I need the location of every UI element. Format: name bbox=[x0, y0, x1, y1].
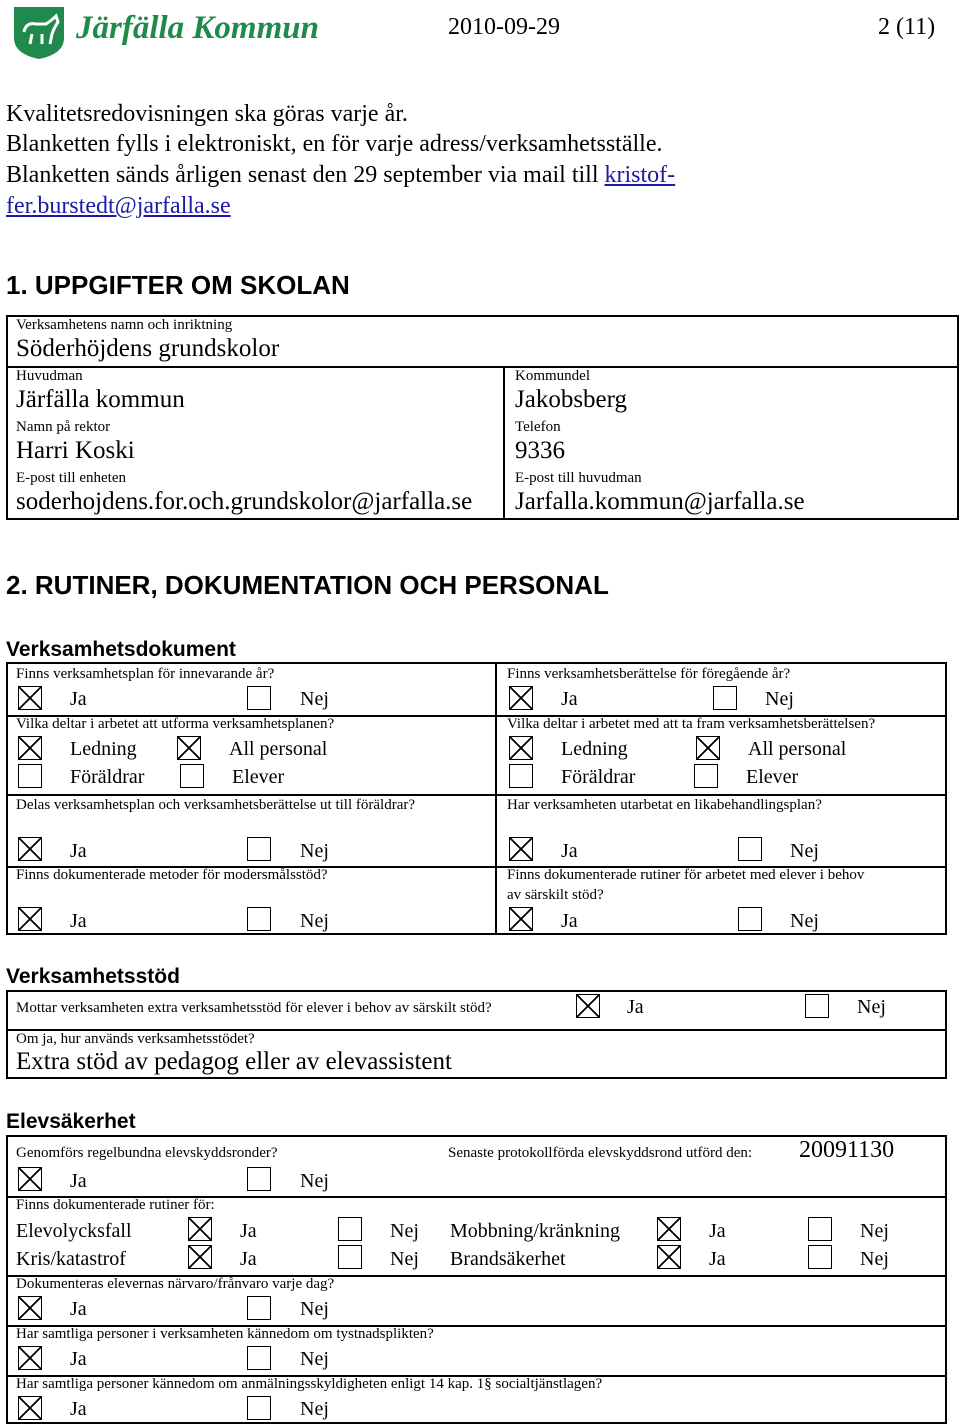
huvudman-value[interactable]: Järfälla kommun bbox=[16, 386, 185, 413]
berattelse-nej-checkbox[interactable] bbox=[713, 686, 737, 710]
verksamhetsstod-heading: Verksamhetsstöd bbox=[6, 965, 180, 988]
modersmal-question: Finns dokumenterade metoder för modersmålsstöd? bbox=[16, 867, 328, 883]
hur-question: Om ja, hur används verksamhetsstödet? bbox=[16, 1031, 255, 1047]
intro-line-3-text: Blanketten sänds årligen senast den 29 september via mail till bbox=[6, 162, 605, 188]
plan-ledning-checkbox[interactable] bbox=[18, 736, 42, 760]
email-link-part-1[interactable]: kristof- bbox=[604, 162, 676, 188]
olycksfall-ja-checkbox[interactable] bbox=[188, 1217, 212, 1241]
likabehandling-nej-label: Nej bbox=[790, 840, 819, 862]
ber-ledning-checkbox[interactable] bbox=[509, 736, 533, 760]
brand-ja-checkbox[interactable] bbox=[657, 1245, 681, 1269]
plan-ledning-label: Ledning bbox=[70, 738, 137, 760]
narvaro-nej-checkbox[interactable] bbox=[247, 1296, 271, 1320]
plan-ja-label: Ja bbox=[70, 688, 87, 710]
plan-allpersonal-label: All personal bbox=[229, 738, 328, 760]
tystnad-question: Har samtliga personer i verksamheten kännedom om tystnadsplikten? bbox=[16, 1326, 434, 1342]
tystnad-ja-checkbox[interactable] bbox=[18, 1346, 42, 1370]
kris-nej-label: Nej bbox=[390, 1248, 419, 1270]
delas-ja-label: Ja bbox=[70, 840, 87, 862]
intro-line-3 bbox=[6, 162, 675, 189]
ber-allpersonal-label: All personal bbox=[748, 738, 847, 760]
delas-ja-checkbox[interactable] bbox=[18, 837, 42, 861]
telefon-label: Telefon bbox=[515, 419, 561, 435]
berattelse-ja-checkbox[interactable] bbox=[509, 686, 533, 710]
kris-label: Kris/katastrof bbox=[16, 1248, 126, 1270]
modersmal-ja-checkbox[interactable] bbox=[18, 907, 42, 931]
plan-elever-checkbox[interactable] bbox=[180, 764, 204, 788]
narvaro-nej-label: Nej bbox=[300, 1298, 329, 1320]
sarskilt-nej-label: Nej bbox=[790, 910, 819, 932]
plan-foraldrar-checkbox[interactable] bbox=[18, 764, 42, 788]
section-2-title: 2. RUTINER, DOKUMENTATION OCH PERSONAL bbox=[6, 570, 609, 600]
plan-nej-checkbox[interactable] bbox=[247, 686, 271, 710]
brand-label: Brandsäkerhet bbox=[450, 1248, 566, 1270]
mobbning-nej-checkbox[interactable] bbox=[808, 1217, 832, 1241]
ber-who-question: Vilka deltar i arbetet med att ta fram verksamhetsberättelsen? bbox=[507, 716, 876, 732]
likabehandling-ja-checkbox[interactable] bbox=[509, 837, 533, 861]
brand-nej-checkbox[interactable] bbox=[808, 1245, 832, 1269]
ber-ledning-label: Ledning bbox=[561, 738, 628, 760]
senaste-rond-label: Senaste protokollförda elevskyddsrond utförd den: bbox=[448, 1145, 753, 1161]
intro-line-2: Blanketten fylls i elektroniskt, en för varje adress/verksamhetsställe. bbox=[6, 131, 663, 157]
modersmal-nej-checkbox[interactable] bbox=[247, 907, 271, 931]
hur-value[interactable]: Extra stöd av pedagog eller av elevassistent bbox=[16, 1048, 452, 1075]
likabehandling-question: Har verksamheten utarbetat en likabehandlingsplan? bbox=[507, 797, 822, 813]
plan-who-question: Vilka deltar i arbetet att utforma verksamhetsplanen? bbox=[16, 716, 335, 732]
mobbning-ja-label: Ja bbox=[709, 1220, 726, 1242]
extra-stod-nej-checkbox[interactable] bbox=[805, 994, 829, 1018]
berattelse-ja-label: Ja bbox=[561, 688, 578, 710]
ronder-ja-checkbox[interactable] bbox=[18, 1167, 42, 1191]
logo bbox=[12, 4, 319, 60]
telefon-value[interactable]: 9336 bbox=[515, 437, 565, 464]
narvaro-ja-checkbox[interactable] bbox=[18, 1296, 42, 1320]
likabehandling-ja-label: Ja bbox=[561, 840, 578, 862]
ber-allpersonal-checkbox[interactable] bbox=[696, 736, 720, 760]
mobbning-label: Mobbning/kränkning bbox=[450, 1220, 620, 1242]
sarskilt-question-line-2: av särskilt stöd? bbox=[507, 887, 604, 903]
senaste-rond-value[interactable]: 20091130 bbox=[799, 1137, 895, 1163]
verksamhetsdokument-heading: Verksamhetsdokument bbox=[6, 638, 236, 661]
modersmal-ja-label: Ja bbox=[70, 910, 87, 932]
tystnad-nej-label: Nej bbox=[300, 1348, 329, 1370]
tystnad-nej-checkbox[interactable] bbox=[247, 1346, 271, 1370]
epost-enhet-label: E-post till enheten bbox=[16, 470, 126, 486]
plan-foraldrar-label: Föräldrar bbox=[70, 766, 145, 788]
ronder-nej-label: Nej bbox=[300, 1170, 329, 1192]
epost-huvudman-value[interactable]: Jarfalla.kommun@jarfalla.se bbox=[515, 488, 805, 515]
sarskilt-question-line-1: Finns dokumenterade rutiner för arbetet med elever i behov bbox=[507, 867, 865, 883]
ronder-nej-checkbox[interactable] bbox=[247, 1167, 271, 1191]
likabehandling-nej-checkbox[interactable] bbox=[738, 837, 762, 861]
plan-nej-label: Nej bbox=[300, 688, 329, 710]
mobbning-nej-label: Nej bbox=[860, 1220, 889, 1242]
kris-nej-checkbox[interactable] bbox=[338, 1245, 362, 1269]
document-date: 2010-09-29 bbox=[448, 14, 560, 40]
mobbning-ja-checkbox[interactable] bbox=[657, 1217, 681, 1241]
brand-ja-label: Ja bbox=[709, 1248, 726, 1270]
delas-nej-checkbox[interactable] bbox=[247, 837, 271, 861]
sarskilt-ja-checkbox[interactable] bbox=[509, 907, 533, 931]
narvaro-ja-label: Ja bbox=[70, 1298, 87, 1320]
epost-enhet-value[interactable]: soderhojdens.for.och.grundskolor@jarfalla.se bbox=[16, 488, 473, 515]
brand-nej-label: Nej bbox=[860, 1248, 889, 1270]
ber-foraldrar-checkbox[interactable] bbox=[509, 764, 533, 788]
ber-elever-label: Elever bbox=[746, 766, 799, 788]
anmalning-nej-checkbox[interactable] bbox=[247, 1396, 271, 1420]
logo-text: Järfälla Kommun bbox=[76, 10, 319, 46]
huvudman-label: Huvudman bbox=[16, 368, 83, 384]
epost-huvudman-label: E-post till huvudman bbox=[515, 470, 642, 486]
olycksfall-nej-label: Nej bbox=[390, 1220, 419, 1242]
olycksfall-nej-checkbox[interactable] bbox=[338, 1217, 362, 1241]
email-link-part-2[interactable]: fer.burstedt@jarfalla.se bbox=[6, 193, 231, 219]
berattelse-nej-label: Nej bbox=[765, 688, 794, 710]
kris-ja-label: Ja bbox=[240, 1248, 257, 1270]
sarskilt-ja-label: Ja bbox=[561, 910, 578, 932]
rektor-label: Namn på rektor bbox=[16, 419, 111, 435]
delas-nej-label: Nej bbox=[300, 840, 329, 862]
extra-stod-ja-label: Ja bbox=[627, 996, 644, 1018]
plan-ja-checkbox[interactable] bbox=[18, 686, 42, 710]
kommundel-value[interactable]: Jakobsberg bbox=[515, 386, 628, 413]
ronder-ja-label: Ja bbox=[70, 1170, 87, 1192]
delas-question: Delas verksamhetsplan och verksamhetsberättelse ut till föräldrar? bbox=[16, 797, 416, 813]
plan-elever-label: Elever bbox=[232, 766, 285, 788]
elevsakerhet-heading: Elevsäkerhet bbox=[6, 1110, 136, 1133]
rutiner-question: Finns dokumenterade rutiner för: bbox=[16, 1197, 215, 1213]
anmalning-question: Har samtliga personer kännedom om anmälningsskyldigheten enligt 14 kap. 1§ socialtjänstlagen? bbox=[16, 1376, 603, 1392]
plan-allpersonal-checkbox[interactable] bbox=[177, 736, 201, 760]
tystnad-ja-label: Ja bbox=[70, 1348, 87, 1370]
page-number: 2 (11) bbox=[878, 14, 936, 40]
modersmal-nej-label: Nej bbox=[300, 910, 329, 932]
olycksfall-ja-label: Ja bbox=[240, 1220, 257, 1242]
intro-line-4 bbox=[6, 193, 231, 220]
narvaro-question: Dokumenteras elevernas närvaro/frånvaro varje dag? bbox=[16, 1276, 335, 1292]
ber-elever-checkbox[interactable] bbox=[694, 764, 718, 788]
extra-stod-ja-checkbox[interactable] bbox=[576, 994, 600, 1018]
verksamhet-label: Verksamhetens namn och inriktning bbox=[16, 317, 233, 333]
anmalning-ja-checkbox[interactable] bbox=[18, 1396, 42, 1420]
olycksfall-label: Elevolycksfall bbox=[16, 1220, 132, 1242]
rektor-value[interactable]: Harri Koski bbox=[16, 437, 135, 464]
anmalning-ja-label: Ja bbox=[70, 1398, 87, 1420]
verksamhet-value[interactable]: Söderhöjdens grundskolor bbox=[16, 335, 280, 362]
kommundel-label: Kommundel bbox=[515, 368, 590, 384]
anmalning-nej-label: Nej bbox=[300, 1398, 329, 1420]
intro-line-1: Kvalitetsredovisningen ska göras varje år. bbox=[6, 101, 408, 127]
plan-question: Finns verksamhetsplan för innevarande år? bbox=[16, 666, 275, 682]
extra-stod-question: Mottar verksamheten extra verksamhetsstöd för elever i behov av särskilt stöd? bbox=[16, 1000, 492, 1016]
section-1-title: 1. UPPGIFTER OM SKOLAN bbox=[6, 270, 350, 300]
berattelse-question: Finns verksamhetsberättelse för föregående år? bbox=[507, 666, 791, 682]
sarskilt-nej-checkbox[interactable] bbox=[738, 907, 762, 931]
ronder-question: Genomförs regelbundna elevskyddsronder? bbox=[16, 1145, 278, 1161]
ber-foraldrar-label: Föräldrar bbox=[561, 766, 636, 788]
extra-stod-nej-label: Nej bbox=[857, 996, 886, 1018]
kris-ja-checkbox[interactable] bbox=[188, 1245, 212, 1269]
